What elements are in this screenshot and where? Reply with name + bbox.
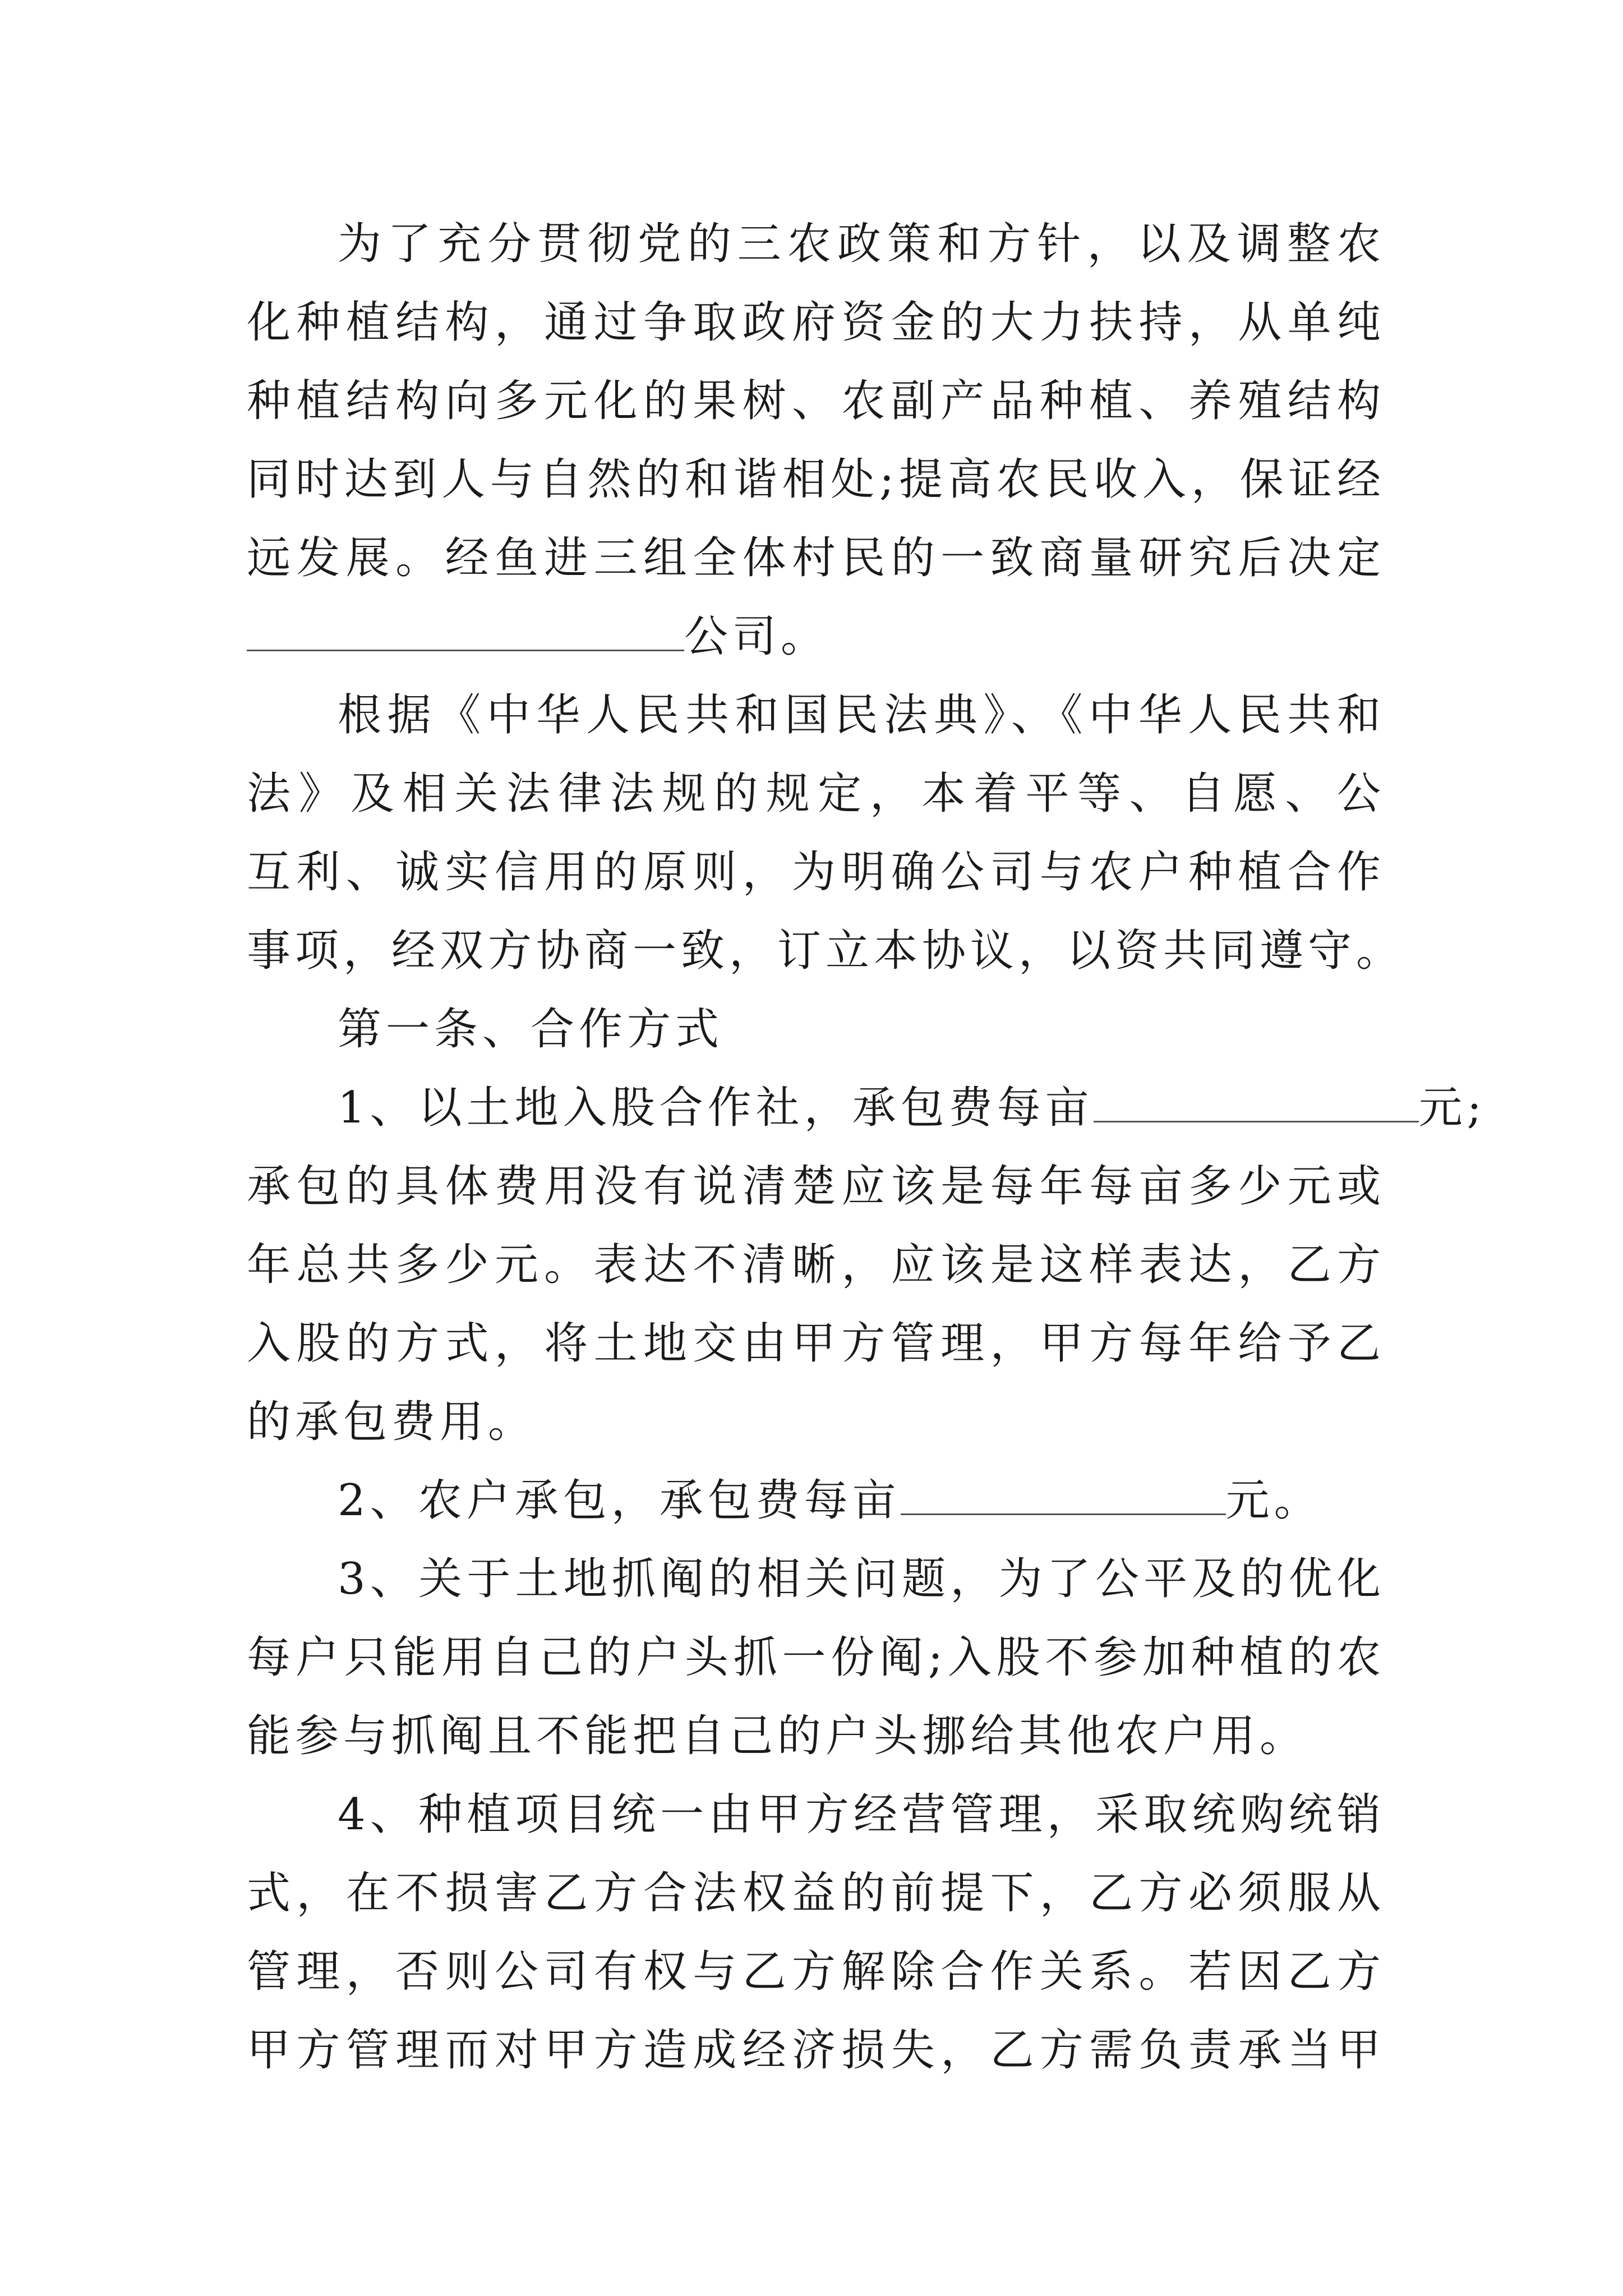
p1-line-5: 远发展。经鱼进三组全体村民的一致商量研究后决定 xyxy=(247,533,1385,583)
item1-line-1 xyxy=(338,1069,1486,1147)
item4-line-1: 4、种植项目统一由甲方经营管理，采取统购统销 xyxy=(338,1789,1385,1840)
p1-line-4: 同时达到人与自然的和谐相处;提高农民收入，保证经 xyxy=(247,454,1385,505)
item1-line-2: 承包的具体费用没有说清楚应该是每年每亩多少元或 xyxy=(247,1161,1385,1212)
article-1-title: 第一条、合作方式 xyxy=(338,1004,724,1055)
item1-line-5: 的承包费用。 xyxy=(247,1397,537,1447)
p1-line-6 xyxy=(247,597,1385,676)
p1-line-2: 化种植结构，通过争取政府资金的大力扶持，从单纯 xyxy=(247,297,1385,348)
p2-line-3: 互利、诚实信用的原则，为明确公司与农户种植合作 xyxy=(247,847,1385,898)
p1-line-6-text: 公司。 xyxy=(684,611,829,662)
p1-line-3: 种植结构向多元化的果树、农副产品种植、养殖结构 xyxy=(247,376,1385,426)
share-fee-blank[interactable] xyxy=(1094,1086,1419,1122)
item3-line-2: 每户只能用自己的户头抓一份阄;入股不参加种植的农 xyxy=(247,1632,1385,1683)
item3-line-1: 3、关于土地抓阄的相关问题，为了公平及的优化 xyxy=(338,1554,1385,1604)
item1-line-3: 年总共多少元。表达不清晰，应该是这样表达，乙方 xyxy=(247,1240,1385,1290)
item1-line-4: 入股的方式，将土地交由甲方管理，甲方每年给予乙 xyxy=(247,1318,1385,1369)
contract-fee-blank[interactable] xyxy=(901,1479,1226,1515)
p1-line-1: 为了充分贯彻党的三农政策和方针，以及调整农 xyxy=(338,219,1385,269)
item1-line-1-text: 1、以土地入股合作社，承包费每亩 xyxy=(338,1083,1094,1133)
item3-line-3: 能参与抓阄且不能把自己的户头挪给其他农户用。 xyxy=(247,1711,1308,1761)
p2-line-4: 事项，经双方协商一致，订立本协议，以资共同遵守。 xyxy=(247,926,1405,976)
item2-line-1 xyxy=(338,1461,1385,1540)
item2-text: 2、农户承包，承包费每亩 xyxy=(338,1475,901,1526)
item2-unit: 元。 xyxy=(1225,1475,1322,1526)
p2-line-2: 法》及相关法律法规的规定，本着平等、自愿、公 xyxy=(247,769,1385,819)
item1-line-1-unit: 元; xyxy=(1418,1083,1486,1133)
p2-line-1: 根据《中华人民共和国民法典》、《中华人民共和 xyxy=(338,690,1385,740)
item4-line-2: 式，在不损害乙方合法权益的前提下，乙方必须服从 xyxy=(247,1868,1385,1918)
company-name-blank[interactable] xyxy=(247,615,684,651)
item4-line-3: 管理，否则公司有权与乙方解除合作关系。若因乙方 xyxy=(247,1947,1385,1997)
item4-line-4: 甲方管理而对甲方造成经济损失，乙方需负责承当甲 xyxy=(247,2025,1385,2076)
